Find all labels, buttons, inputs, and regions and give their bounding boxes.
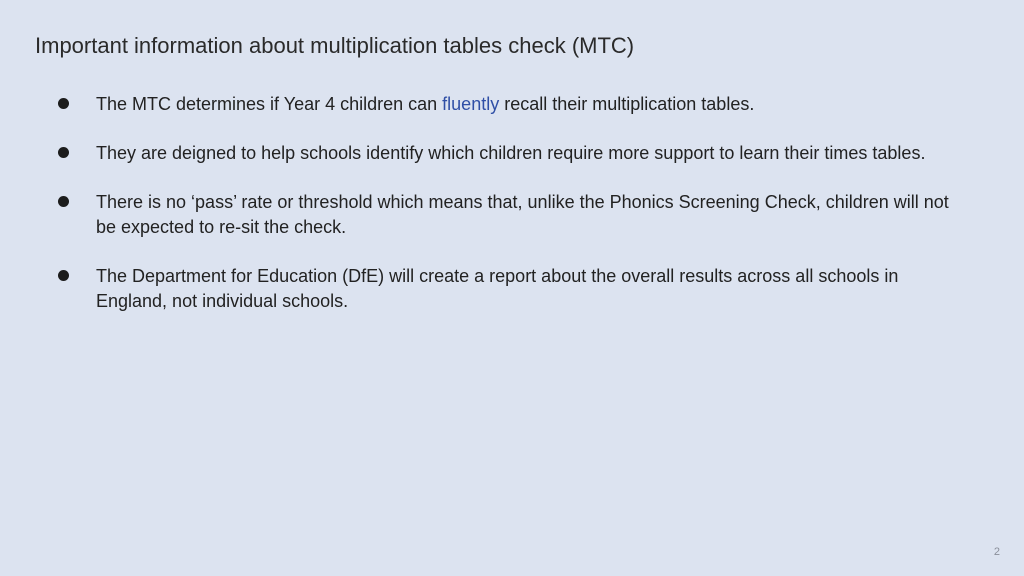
bullet-icon xyxy=(58,147,69,158)
bullet-text: They are deigned to help schools identify which children require more support to learn their times tables. xyxy=(96,143,926,163)
bullet-text: There is no ‘pass’ rate or threshold which means that, unlike the Phonics Screening Check, children will not be expected to re-sit the check. xyxy=(96,192,949,237)
page-number: 2 xyxy=(993,546,1000,558)
highlighted-word: fluently xyxy=(442,94,500,114)
bullet-item-support xyxy=(57,141,957,166)
slide-title: Important information about multiplication tables check (MTC) xyxy=(35,33,635,58)
bullet-icon xyxy=(58,196,69,207)
bullet-icon xyxy=(58,98,69,109)
bullet-text: The Department for Education (DfE) will create a report about the overall results across all schools in England, not individual schools. xyxy=(96,266,899,311)
bullet-item-mtc-fluency xyxy=(57,92,957,117)
bullet-text-after: recall their multiplication tables. xyxy=(499,94,755,114)
bullet-text-before: The MTC determines if Year 4 children can xyxy=(96,94,443,114)
bullet-list xyxy=(57,92,957,338)
bullet-icon xyxy=(58,270,69,281)
bullet-item-dfe-report xyxy=(57,264,957,314)
bullet-item-no-pass-rate xyxy=(57,190,957,240)
